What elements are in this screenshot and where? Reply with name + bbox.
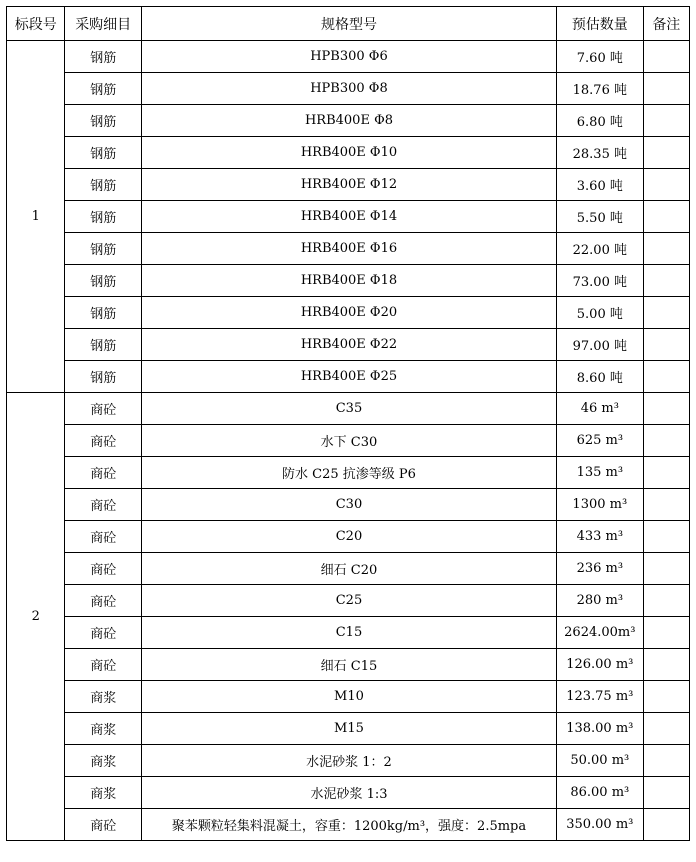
note-cell <box>643 233 689 265</box>
qty-cell: 86.00 m³ <box>557 777 644 809</box>
table-row <box>7 137 690 169</box>
table-header <box>7 7 690 41</box>
spec-cell: M15 <box>141 713 556 745</box>
header-row <box>7 7 690 41</box>
table-row <box>7 393 690 425</box>
note-cell <box>643 745 689 777</box>
note-cell <box>643 105 689 137</box>
qty-cell: 22.00 吨 <box>557 233 644 265</box>
table-row <box>7 457 690 489</box>
item-cell: 商浆 <box>65 745 142 777</box>
note-cell <box>643 41 689 73</box>
header-note: 备注 <box>643 7 689 41</box>
spec-cell: 防水 C25 抗渗等级 P6 <box>141 457 556 489</box>
note-cell <box>643 777 689 809</box>
note-cell <box>643 329 689 361</box>
qty-cell: 1300 m³ <box>557 489 644 521</box>
item-cell: 商砼 <box>65 393 142 425</box>
item-cell: 钢筋 <box>65 41 142 73</box>
item-cell: 商砼 <box>65 425 142 457</box>
qty-cell: 123.75 m³ <box>557 681 644 713</box>
item-cell: 商砼 <box>65 489 142 521</box>
item-cell: 商浆 <box>65 713 142 745</box>
spec-cell: C15 <box>141 617 556 649</box>
table-row <box>7 553 690 585</box>
note-cell <box>643 361 689 393</box>
item-cell: 商砼 <box>65 521 142 553</box>
qty-cell: 3.60 吨 <box>557 169 644 201</box>
table-row <box>7 297 690 329</box>
item-cell: 钢筋 <box>65 329 142 361</box>
spec-cell: 聚苯颗粒轻集料混凝土，容重：1200kg/m³，强度：2.5mpa <box>141 809 556 841</box>
qty-cell: 625 m³ <box>557 425 644 457</box>
table-row <box>7 489 690 521</box>
item-cell: 商浆 <box>65 681 142 713</box>
item-cell: 商砼 <box>65 617 142 649</box>
note-cell <box>643 649 689 681</box>
spec-cell: HRB400E Φ20 <box>141 297 556 329</box>
qty-cell: 2624.00m³ <box>557 617 644 649</box>
note-cell <box>643 169 689 201</box>
spec-cell: C25 <box>141 585 556 617</box>
item-cell: 钢筋 <box>65 137 142 169</box>
note-cell <box>643 425 689 457</box>
note-cell <box>643 521 689 553</box>
table-row <box>7 425 690 457</box>
spec-cell: HPB300 Φ6 <box>141 41 556 73</box>
item-cell: 钢筋 <box>65 169 142 201</box>
note-cell <box>643 457 689 489</box>
table-row <box>7 713 690 745</box>
spec-cell: 水泥砂浆 1：2 <box>141 745 556 777</box>
table-row <box>7 265 690 297</box>
item-cell: 商砼 <box>65 649 142 681</box>
qty-cell: 138.00 m³ <box>557 713 644 745</box>
qty-cell: 7.60 吨 <box>557 41 644 73</box>
qty-cell: 6.80 吨 <box>557 105 644 137</box>
qty-cell: 236 m³ <box>557 553 644 585</box>
header-item: 采购细目 <box>65 7 142 41</box>
item-cell: 钢筋 <box>65 105 142 137</box>
header-spec: 规格型号 <box>141 7 556 41</box>
item-cell: 钢筋 <box>65 201 142 233</box>
note-cell <box>643 489 689 521</box>
spec-cell: HRB400E Φ18 <box>141 265 556 297</box>
item-cell: 商浆 <box>65 777 142 809</box>
spec-cell: M10 <box>141 681 556 713</box>
item-cell: 商砼 <box>65 457 142 489</box>
spec-cell: 水下 C30 <box>141 425 556 457</box>
qty-cell: 46 m³ <box>557 393 644 425</box>
spec-cell: HRB400E Φ16 <box>141 233 556 265</box>
spec-cell: HRB400E Φ8 <box>141 105 556 137</box>
table-row <box>7 233 690 265</box>
table-row <box>7 41 690 73</box>
note-cell <box>643 713 689 745</box>
note-cell <box>643 265 689 297</box>
table-row <box>7 681 690 713</box>
table-row <box>7 521 690 553</box>
procurement-table <box>6 6 690 841</box>
qty-cell: 126.00 m³ <box>557 649 644 681</box>
spec-cell: C30 <box>141 489 556 521</box>
table-row <box>7 361 690 393</box>
item-cell: 钢筋 <box>65 73 142 105</box>
item-cell: 钢筋 <box>65 297 142 329</box>
table-row <box>7 617 690 649</box>
table-row <box>7 777 690 809</box>
qty-cell: 73.00 吨 <box>557 265 644 297</box>
spec-cell: 水泥砂浆 1:3 <box>141 777 556 809</box>
spec-cell: 细石 C20 <box>141 553 556 585</box>
spec-cell: HRB400E Φ14 <box>141 201 556 233</box>
item-cell: 钢筋 <box>65 265 142 297</box>
table-row <box>7 73 690 105</box>
table-row <box>7 809 690 841</box>
qty-cell: 18.76 吨 <box>557 73 644 105</box>
item-cell: 商砼 <box>65 585 142 617</box>
note-cell <box>643 297 689 329</box>
note-cell <box>643 201 689 233</box>
item-cell: 钢筋 <box>65 233 142 265</box>
qty-cell: 97.00 吨 <box>557 329 644 361</box>
spec-cell: HRB400E Φ12 <box>141 169 556 201</box>
note-cell <box>643 809 689 841</box>
table-row <box>7 201 690 233</box>
qty-cell: 135 m³ <box>557 457 644 489</box>
note-cell <box>643 681 689 713</box>
qty-cell: 50.00 m³ <box>557 745 644 777</box>
spec-cell: HPB300 Φ8 <box>141 73 556 105</box>
note-cell <box>643 393 689 425</box>
table-row <box>7 329 690 361</box>
spec-cell: HRB400E Φ25 <box>141 361 556 393</box>
qty-cell: 433 m³ <box>557 521 644 553</box>
table-row <box>7 649 690 681</box>
item-cell: 商砼 <box>65 809 142 841</box>
lot-number-cell: 1 <box>7 41 65 393</box>
qty-cell: 28.35 吨 <box>557 137 644 169</box>
qty-cell: 280 m³ <box>557 585 644 617</box>
note-cell <box>643 617 689 649</box>
note-cell <box>643 553 689 585</box>
table-row <box>7 585 690 617</box>
qty-cell: 5.00 吨 <box>557 297 644 329</box>
spec-cell: HRB400E Φ10 <box>141 137 556 169</box>
item-cell: 钢筋 <box>65 361 142 393</box>
spec-cell: 细石 C15 <box>141 649 556 681</box>
spec-cell: C35 <box>141 393 556 425</box>
lot-number-cell: 2 <box>7 393 65 841</box>
table-row <box>7 105 690 137</box>
note-cell <box>643 73 689 105</box>
qty-cell: 350.00 m³ <box>557 809 644 841</box>
note-cell <box>643 137 689 169</box>
table-body <box>7 41 690 841</box>
header-lot: 标段号 <box>7 7 65 41</box>
table-row <box>7 745 690 777</box>
header-qty: 预估数量 <box>557 7 644 41</box>
qty-cell: 8.60 吨 <box>557 361 644 393</box>
note-cell <box>643 585 689 617</box>
spec-cell: HRB400E Φ22 <box>141 329 556 361</box>
item-cell: 商砼 <box>65 553 142 585</box>
spec-cell: C20 <box>141 521 556 553</box>
table-row <box>7 169 690 201</box>
qty-cell: 5.50 吨 <box>557 201 644 233</box>
